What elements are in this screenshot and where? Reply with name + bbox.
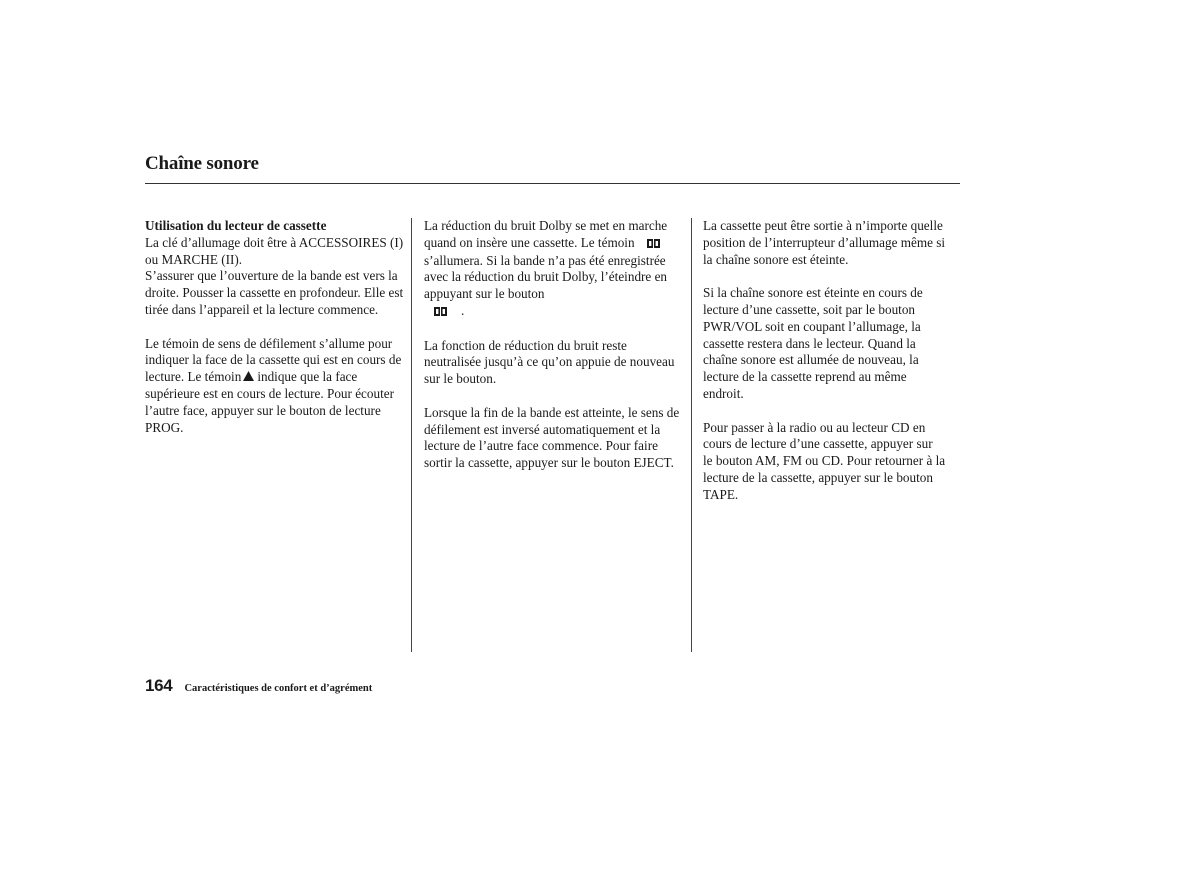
text-span: . [461, 302, 465, 318]
paragraph [145, 336, 407, 437]
paragraph [703, 420, 965, 504]
text-line: Si la chaîne sonore est éteinte en cours de [703, 285, 923, 301]
text-line: La cassette peut être sortie à n’importe quelle [703, 218, 943, 233]
page-number: 164 [145, 676, 173, 695]
subheading: Utilisation du lecteur de cassette [145, 218, 327, 233]
paragraph: La clé d’allumage doit être à ACCESSOIRES (I) ou MARCHE (II). [145, 234, 404, 267]
paragraph [703, 218, 965, 268]
text-span: s’allumera. Si la bande n’a pas été enregistrée avec la réduction du bruit Dolby, l’éteindre en appuyant sur le bouton [424, 252, 668, 302]
text-line: PWR/VOL soit en coupant l’allumage, la [703, 318, 921, 334]
text-line: lecture de la cassette, appuyer sur le bouton [703, 469, 933, 485]
text-span: La réduction du bruit Dolby se met en marche quand on insère une cassette. Le témoin [424, 218, 668, 250]
text-line: le bouton AM, FM ou CD. Pour retourner à la [703, 453, 946, 469]
text-line: chaîne sonore est allumée de nouveau, la [703, 352, 919, 368]
text-line: la chaîne sonore est éteinte. [703, 251, 849, 267]
column-divider [691, 218, 692, 652]
text-line: lecture d’une cassette, soit par le bouton [703, 301, 916, 317]
page-title: Chaîne sonore [145, 153, 259, 174]
text-line: cours de lecture d’une cassette, appuyer sur [703, 436, 933, 452]
dolby-nr-icon [434, 304, 447, 321]
text-line: cassette restera dans le lecteur. Quand la [703, 335, 916, 351]
column-3 [703, 218, 965, 520]
paragraph: Lorsque la fin de la bande est atteinte, le sens de défilement est inversé automatiquement et la lecture de l’autre face commence. Pour faire sortir la cassette, appuyer sur le bouton EJECT. [424, 404, 680, 471]
paragraph: S’assurer que l’ouverture de la bande est vers la droite. Pousser la cassette en profondeur. Elle est tirée dans l’appareil et la lecture commence. [145, 268, 404, 317]
paragraph [703, 285, 965, 403]
column-2 [424, 218, 686, 489]
page-footer [145, 676, 372, 696]
text-line: position de l’interrupteur d’allumage même si [703, 234, 946, 250]
dolby-nr-icon [647, 236, 660, 253]
text-line: lecture de la cassette reprend au même [703, 369, 907, 385]
column-divider [411, 218, 412, 652]
column-1 [145, 218, 407, 453]
title-divider [145, 183, 960, 184]
text-line: TAPE. [703, 486, 739, 502]
footer-section-title: Caractéristiques de confort et d’agrément [184, 683, 373, 694]
text-span: indique que la face supérieure est en cours de lecture. Pour écouter l’autre face, appuyer sur le bouton de lecture PROG. [145, 369, 394, 435]
text-line: endroit. [703, 385, 744, 401]
text-span: Le témoin de sens de défilement s’allume pour indiquer la face de la cassette qui est en cours de lecture. Le témoin [145, 335, 402, 385]
paragraph [424, 218, 686, 321]
paragraph: La fonction de réduction du bruit reste neutralisée jusqu’à ce qu’on appuie de nouveau sur le bouton. [424, 337, 675, 387]
text-line: Pour passer à la radio ou au lecteur CD en [703, 419, 926, 435]
triangle-up-icon [243, 369, 254, 386]
